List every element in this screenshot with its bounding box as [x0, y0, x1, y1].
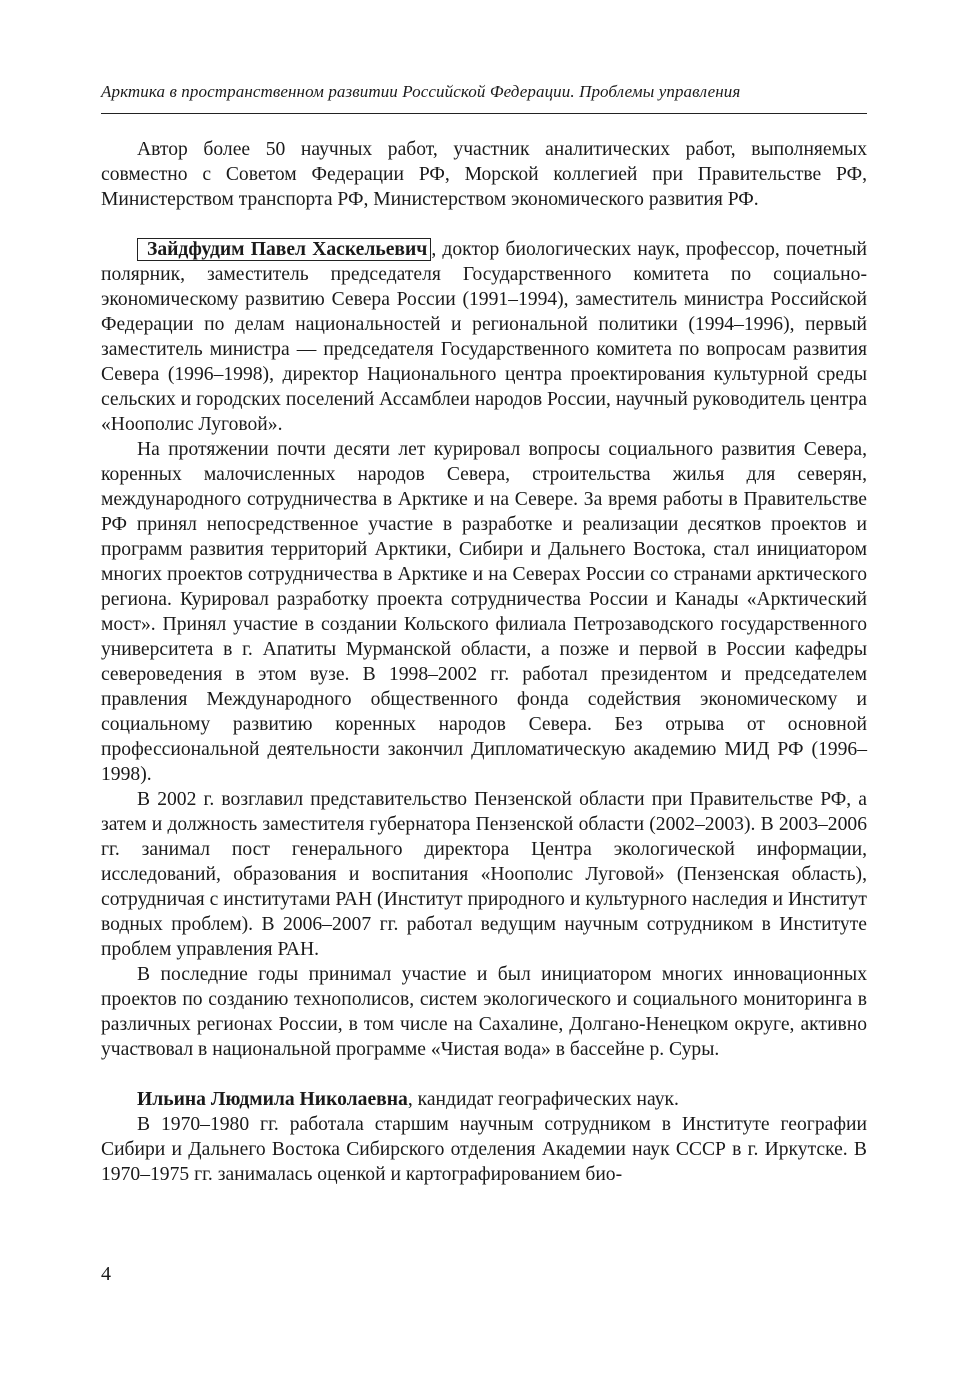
paragraph-gap — [101, 1062, 867, 1087]
paragraph-ilyina-bio — [101, 1087, 867, 1112]
zaidfudim-bio-text: , доктор биологических наук, профессор, почетный полярник, заместитель председателя Государственного комитета по социально-экономическому развитию Севера России (1991–1994), заместитель министра Российской Федерации по делам национальностей и региональной политики (1994–1996), первый заместитель министра — председателя Государственного комитета по вопросам развития Севера (1996–1998), директор Национального центра проектирования культурной среды сельских и городских поселений Ассамблеи народов России, научный руководитель центра «Ноополис Луговой». — [101, 239, 867, 435]
paragraph-ilyina-career: В 1970–1980 гг. работала старшим научным сотрудником в Институте географии Сибири и Дальнего Востока Сибирского отделения Академии наук СССР в г. Иркутске. В 1970–1975 гг. занималась оценкой и картографированием био- — [101, 1114, 867, 1185]
paragraph-zaidfudim-recent: В последние годы принимал участие и был инициатором многих инновационных проектов по созданию технополисов, систем экологического и социального мониторинга в различных регионах России, в том числе на Сахалине, Долгано-Ненецком округе, активно участвовал в национальной программе «Чистая вода» в бассейне р. Суры. — [101, 964, 867, 1060]
page-body — [101, 137, 867, 1187]
running-header: Арктика в пространственном развитии Российской Федерации. Проблемы управления — [101, 82, 741, 101]
paragraph-zaidfudim-penza: В 2002 г. возглавил представительство Пензенской области при Правительстве РФ, а затем и должность заместителя губернатора Пензенской области (2002–2003). В 2003–2006 гг. занимал пост генерального директора Центра экологической информации, исследований, образования и воспитания «Ноополис Луговой» (Пензенская область), сотрудничая с институтами РАН (Институт природного и культурного наследия и Институт водных проблем). В 2006–2007 гг. работал ведущим научным сотрудником в Институте проблем управления РАН. — [101, 789, 867, 960]
paragraph-zaidfudim-career: На протяжении почти десяти лет курировал вопросы социального развития Севера, коренных малочисленных народов Севера, строительства жилья для северян, международного сотрудничества в Арктике и на Севере. За время работы в Правительстве РФ принял непосредственное участие в разработке и реализации десятков проектов и программ развития территорий Арктики, Сибири и Дальнего Востока, стал инициатором многих проектов сотрудничества в Арктике и на Северах России со странами арктического региона. Курировал разработку проекта сотрудничества России и Канады «Арктический мост». Принял участие в создании Кольского филиала Петрозаводского государственного университета в г. Апатиты Мурманской области, а позже и первой в России кафедры североведения в этом вузе. В 1998–2002 гг. работал президентом и председателем правления Международного общественного фонда содействия экономическому и социальному развитию коренных народов Севера. Без отрыва от основной профессиональной деятельности закончил Дипломатическую академию МИД РФ (1996–1998). — [101, 439, 867, 785]
page-number: 4 — [101, 1263, 111, 1285]
header-divider — [101, 113, 867, 114]
ilyina-bio-text: , кандидат географических наук. — [407, 1089, 679, 1110]
author-name-zaidfudim: Зайдфудим Павел Хаскельевич — [137, 238, 431, 261]
paragraph-zaidfudim-bio — [101, 237, 867, 437]
author-name-ilyina: Ильина Людмила Николаевна — [137, 1089, 408, 1110]
paragraph-author-works: Автор более 50 научных работ, участник аналитических работ, выполняемых совместно с Советом Федерации РФ, Морской коллегией при Правительстве РФ, Министерством транспорта РФ, Министерством экономического развития РФ. — [101, 139, 867, 210]
paragraph-gap — [101, 212, 867, 237]
